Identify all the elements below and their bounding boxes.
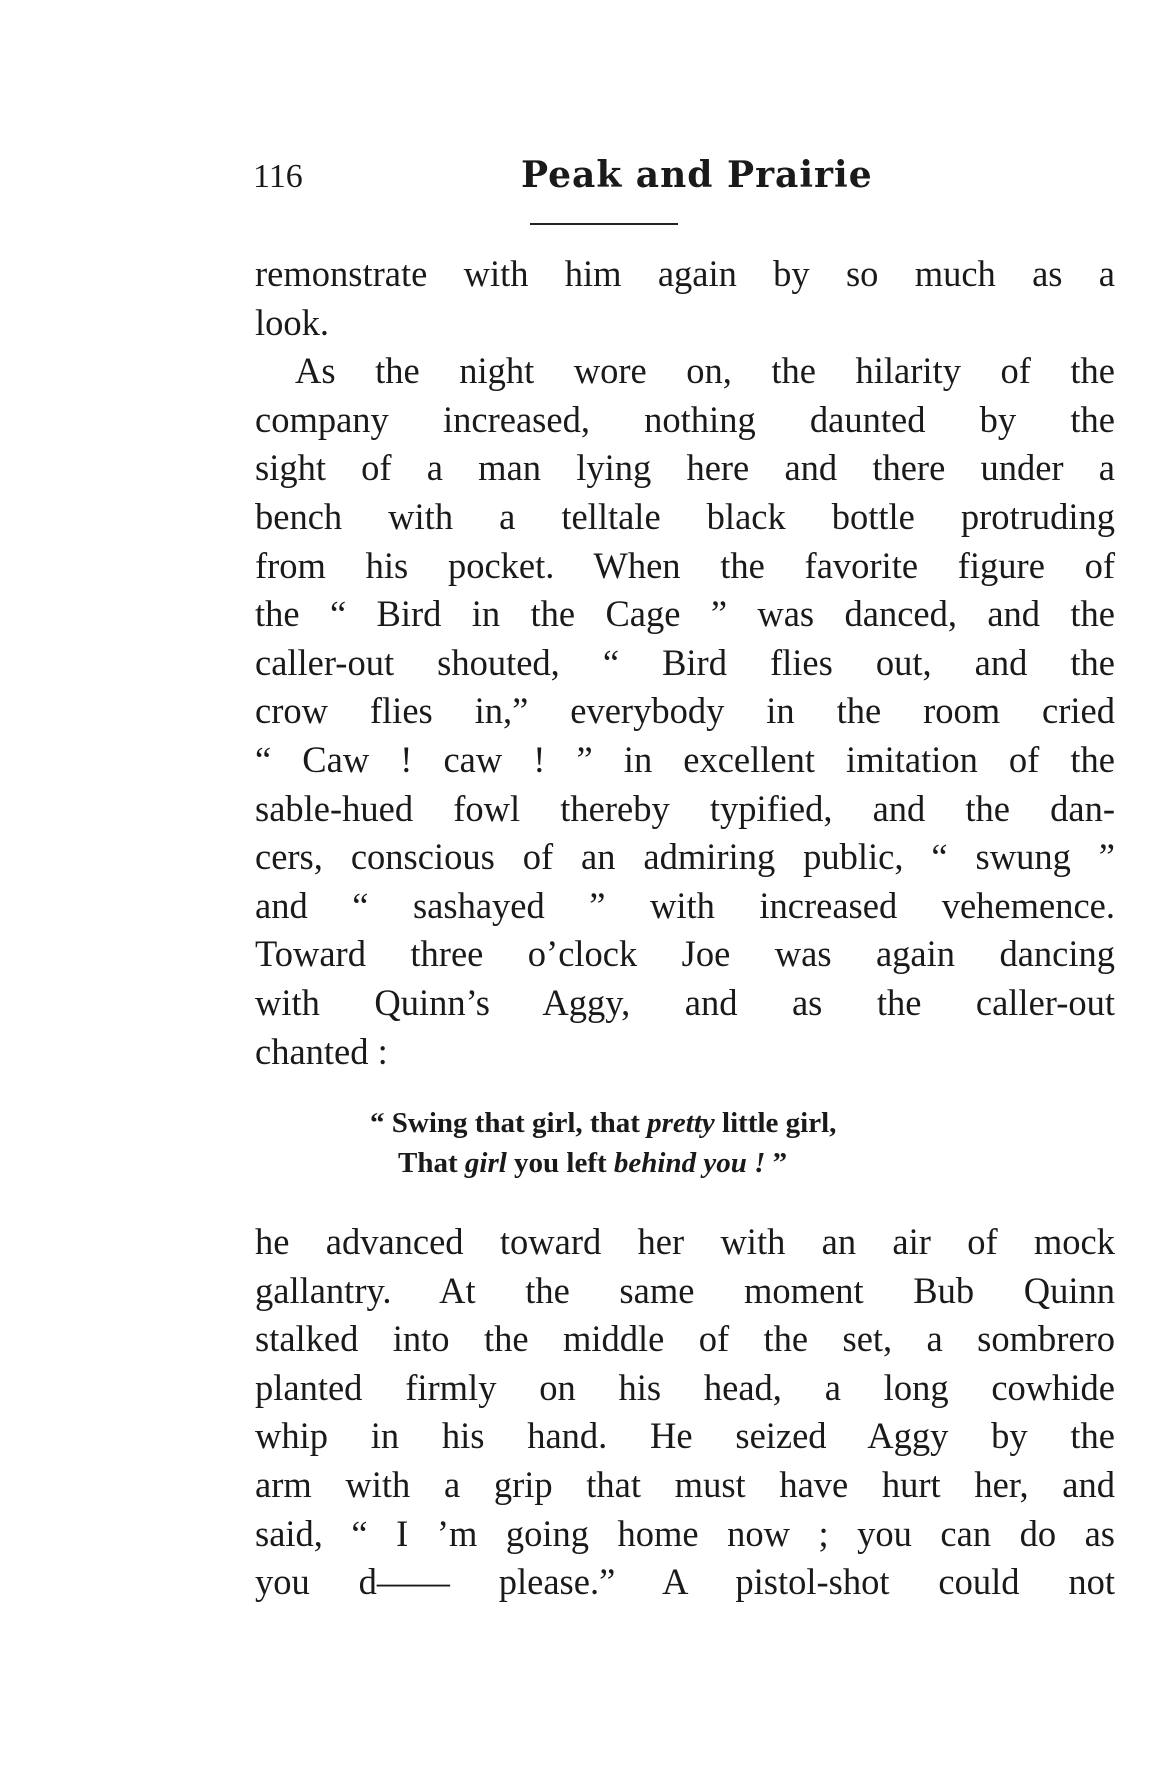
- text-line: bench with a telltale black bottle protruding: [255, 495, 1115, 537]
- text-line: stalked into the middle of the set, a sombrero: [255, 1318, 1115, 1360]
- text-line: caller-out shouted, “ Bird flies out, and the: [255, 641, 1115, 683]
- text-line: sable-hued fowl thereby typified, and the dan-: [255, 787, 1115, 829]
- verse-text: little girl,: [714, 1107, 837, 1139]
- text-line: crow flies in,” everybody in the room cried: [255, 690, 1115, 732]
- text-line: chanted :: [255, 1030, 388, 1072]
- verse-text: “ Swing that girl, that: [370, 1107, 648, 1139]
- text-line: the “ Bird in the Cage ” was danced, and the: [255, 593, 1115, 635]
- text-line: sight of a man lying here and there under a: [255, 447, 1115, 489]
- verse-quote: [370, 1103, 1010, 1183]
- running-title: Peak and Prairie: [521, 154, 873, 196]
- body-text-upper: [255, 250, 1115, 1076]
- verse-emphasis: girl: [464, 1147, 507, 1179]
- text-line: planted firmly on his head, a long cowhide: [255, 1366, 1115, 1408]
- text-line: look.: [255, 301, 330, 343]
- text-line: with Quinn’s Aggy, and as the caller-out: [255, 981, 1115, 1023]
- text-line: from his pocket. When the favorite figure of: [255, 544, 1115, 586]
- text-line: cers, conscious of an admiring public, “ swung ”: [255, 836, 1115, 878]
- text-line: and “ sashayed ” with increased vehemence.: [255, 884, 1115, 926]
- text-line: he advanced toward her with an air of mock: [255, 1221, 1115, 1262]
- text-line: you d—— please.” A pistol-shot could not: [255, 1561, 1115, 1603]
- text-line: arm with a grip that must have hurt her, and: [255, 1463, 1115, 1505]
- text-line: whip in his hand. He seized Aggy by the: [255, 1415, 1115, 1457]
- verse-line: [370, 1103, 1010, 1143]
- text-line: company increased, nothing daunted by the: [255, 398, 1115, 440]
- header-rule: [530, 223, 678, 225]
- text-line: remonstrate with him again by so much as a: [255, 253, 1115, 294]
- page-header: [253, 154, 1113, 208]
- body-text-lower: [255, 1218, 1115, 1607]
- text-line: As the night wore on, the hilarity of the: [295, 350, 1115, 392]
- text-line: said, “ I ’m going home now ; you can do as: [255, 1512, 1115, 1554]
- text-line: “ Caw ! caw ! ” in excellent imitation of the: [255, 738, 1115, 780]
- page-number: 116: [253, 158, 303, 195]
- verse-text: ”: [765, 1147, 788, 1179]
- verse-emphasis: pretty: [647, 1107, 715, 1139]
- verse-text: That: [398, 1147, 465, 1179]
- verse-text: you left: [506, 1147, 614, 1179]
- text-line: Toward three o’clock Joe was again dancing: [255, 933, 1115, 975]
- verse-emphasis: behind you !: [613, 1147, 766, 1179]
- text-line: gallantry. At the same moment Bub Quinn: [255, 1269, 1115, 1311]
- verse-line: [370, 1143, 1010, 1183]
